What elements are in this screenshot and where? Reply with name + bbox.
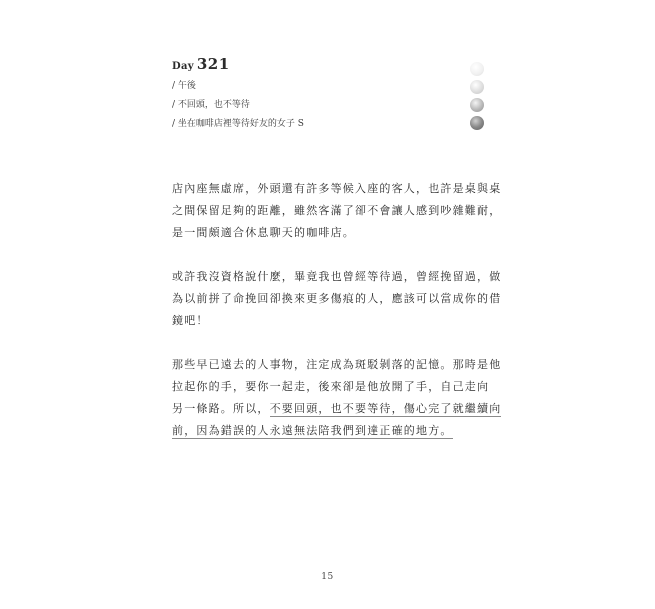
text-line — [172, 398, 502, 420]
day-number: 321 — [196, 55, 230, 73]
text-line: 或許我沒資格說什麼，畢竟我也曾經等待過，曾經挽留過，做 — [172, 270, 502, 283]
text-line: 是一間頗適合休息聊天的咖啡店。 — [172, 226, 355, 239]
text-line: 之間保留足夠的距離，雖然客滿了卻不會讓人感到吵雜難耐， — [172, 204, 502, 217]
text-line-plain: 另一條路。所以， — [172, 402, 270, 415]
paragraph-1 — [172, 178, 502, 244]
dot-icon — [470, 98, 484, 112]
dot-icon — [470, 62, 484, 76]
body-text — [172, 178, 502, 464]
entry-meta-list — [172, 77, 304, 134]
day-prefix: Day — [172, 61, 194, 72]
underlined-quote: 前，因為錯誤的人永遠無法陪我們到達正確的地方。 — [172, 424, 453, 437]
text-line — [172, 420, 488, 442]
meta-subject: / 坐在咖啡店裡等待好友的女子 S — [172, 119, 304, 129]
text-line: 鏡吧！ — [172, 314, 209, 327]
underlined-quote: 不要回頭，也不要等待，傷心完了就繼續向 — [269, 402, 502, 415]
text-line: 店內座無虛席，外頭還有許多等候入座的客人，也許是桌與桌 — [172, 182, 502, 195]
day-heading — [172, 55, 230, 73]
meta-time: / 午後 — [172, 81, 196, 91]
text-line: 為以前拼了命挽回卻換來更多傷痕的人，應該可以當成你的借 — [172, 292, 502, 305]
paragraph-2 — [172, 266, 502, 332]
page-number: 15 — [321, 572, 334, 582]
text-line: 拉起你的手，要你一起走，後來卻是他放開了手，自己走向 — [172, 380, 490, 393]
meta-theme: / 不回頭，也不等待 — [172, 100, 250, 110]
dot-icon — [470, 80, 484, 94]
gradient-dots-decoration — [470, 62, 486, 134]
text-line: 那些早已遠去的人事物，注定成為斑駁剝落的記憶。那時是他 — [172, 358, 502, 371]
dot-icon — [470, 116, 484, 130]
paragraph-3 — [172, 354, 502, 442]
